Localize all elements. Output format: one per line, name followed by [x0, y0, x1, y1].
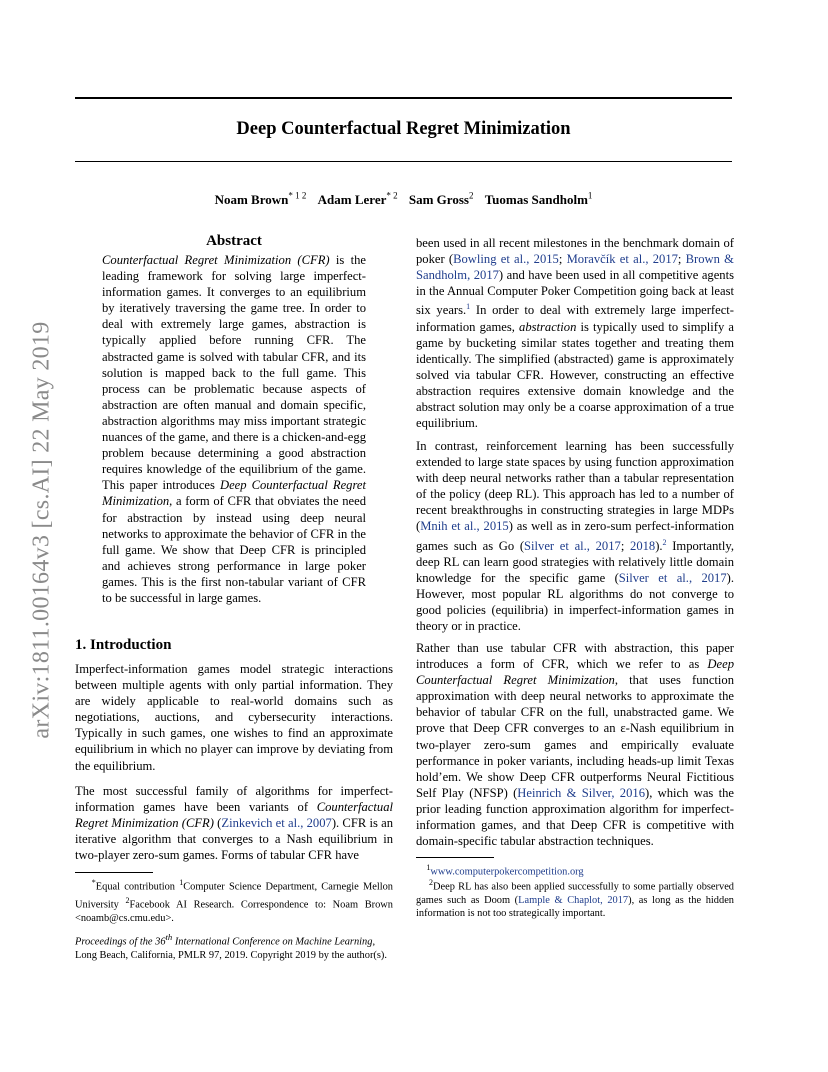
footnote-url-link[interactable]: www.computerpokercompetition.org: [430, 866, 584, 878]
proceedings-note: Proceedings of the 36th International Conference on Machine Learning, Long Beach, California, PMLR 97, 2019. Copyright 2019 by the author(s).: [75, 932, 387, 961]
citation-link[interactable]: Moravčík et al., 2017: [566, 252, 678, 267]
citation-link[interactable]: Mnih et al., 2015: [420, 519, 509, 534]
footnote-rule-right: [416, 857, 494, 858]
citation-link[interactable]: Bowling et al., 2015: [453, 252, 559, 267]
footnote-rule-left: [75, 872, 153, 873]
right-paragraph-2: In contrast, reinforcement learning has been successfully extended to large state spaces by using function approximation with deep neural networks rather than a tabular representation of the policy (deep RL). This approach has led to a number of recent breakthroughs in constructing strategies in large MDPs (Mnih et al., 2015) as well as in zero-sum perfect-information games such as Go (Silver et al., 2017; 2018).$^2$ Importantly, deep RL can learn good strategies with relatively little domain knowledge for the specific game (Silver et al., 2017). However, most popular RL algorithms do not converge to good policies (equilibria) in imperfect-information games in theory or in practice.: [416, 439, 735, 634]
author: Sam Gross$^2$: [408, 191, 474, 208]
footnote-2: $^2$Deep RL has also been applied successfully to some partially observed games such as Doom (Lample & Chaplot, 2017), as long as the hidden information is not too strategically important.: [416, 878, 735, 920]
intro-paragraph-2: The most successful family of algorithms for imperfect-information games have been variants of Counterfactual Regret Minimization (CFR) (Zinkevich et al., 2007). CFR is an iterative algorithm that converges to a Nash equilibrium in two-player zero-sum games. Forms of tabular CFR have: [75, 784, 393, 863]
title-rule-bottom: [75, 161, 732, 162]
citation-link[interactable]: Zinkevich et al., 2007: [221, 816, 332, 831]
arxiv-stamp-text: arXiv:1811.00164v3 [cs.AI] 22 May 2019: [28, 321, 55, 739]
footnote-1: $^1$www.computerpokercompetition.org: [426, 863, 584, 878]
author: Noam Brown$^{* 1 2}$: [214, 191, 307, 208]
arxiv-stamp: [22, 321, 62, 739]
footnote-ref[interactable]: 2: [662, 537, 667, 547]
author: Adam Lerer$^{* 2}$: [317, 191, 398, 208]
author-list: [75, 191, 732, 208]
right-paragraph-1: been used in all recent milestones in the benchmark domain of poker (Bowling et al., 2015; Moravčík et al., 2017; Brown & Sandholm, 2017) and have been used in all competitive agents in the Annual Computer Poker Competition going back at least six years.$^1$ In order to deal with extremely large imperfect-information games, abstraction is typically used to simplify a game by bucketing similar states together and treating them identically. The simplified (abstracted) game is approximately solved via tabular CFR. However, constructing an effective abstraction requires extensive domain knowledge and the abstract solution may only be a coarse approximation of a true equilibrium.: [416, 236, 734, 431]
title-rule-top: [75, 97, 732, 99]
footnote-ref[interactable]: 1: [466, 302, 471, 312]
citation-link[interactable]: 2018: [630, 538, 656, 553]
intro-paragraph-1: Imperfect-information games model strategic interactions between multiple agents with only partial information. They are widely applicable to real-world domains such as negotiations, auctions, and cybersecurity interactions. Typically in such games, one wishes to find an approximate equilibrium in which no player can improve by deviating from the equilibrium.: [75, 662, 393, 773]
section-heading-introduction: 1. Introduction: [75, 637, 172, 653]
abstract-body: Counterfactual Regret Minimization (CFR) is the leading framework for solving large imperfect-information games. It converges to an equilibrium by iteratively traversing the game tree. In order to deal with extremely large games, abstraction is typically applied before running CFR. The abstracted game is solved with tabular CFR, and its solution is mapped back to the full game. This process can be problematic because aspects of abstraction are often manual and domain specific, abstraction algorithms may miss important strategic nuances of the game, and there is a chicken-and-egg problem because determining a good abstraction requires knowledge of the equilibrium of the game. This paper introduces Deep Counterfactual Regret Minimization, a form of CFR that obviates the need for abstraction by instead using deep neural networks to approximate the behavior of CFR in the full game. We show that Deep CFR is principled and achieves strong performance in large poker games. This is the first non-tabular variant of CFR to be successful in large games.: [102, 253, 366, 605]
paper-title: Deep Counterfactual Regret Minimization: [236, 119, 571, 139]
author: Tuomas Sandholm$^1$: [484, 191, 593, 208]
right-paragraph-3: Rather than use tabular CFR with abstraction, this paper introduces a form of CFR, which we refer to as Deep Counterfactual Regret Minimization, that uses function approximation with deep neural networks to approximate the behavior of tabular CFR on the full, unabstracted game. We prove that Deep CFR converges to an ε-Nash equilibrium in two-player zero-sum games and empirically evaluate performance in poker variants, including heads-up limit Texas hold’em. We show Deep CFR outperforms Neural Fictitious Self Play (NFSP) (Heinrich & Silver, 2016), which was the prior leading function approximation algorithm for imperfect-information games, and that Deep CFR is competitive with domain-specific tabular abstraction techniques.: [416, 641, 735, 849]
citation-link[interactable]: Brown & Sandholm, 2017: [416, 252, 734, 283]
citation-link[interactable]: Lample & Chaplot, 2017: [518, 894, 629, 906]
citation-link[interactable]: Silver et al., 2017: [524, 538, 621, 553]
citation-link[interactable]: Silver et al., 2017: [618, 570, 727, 585]
affiliation-footnote: *Equal contribution $^1$Computer Science Department, Carnegie Mellon University $^2$Facebook AI Research. Correspondence to: Noam Brown <noamb@cs.cmu.edu>.: [75, 878, 394, 924]
citation-link[interactable]: Heinrich & Silver, 2016: [517, 785, 645, 800]
abstract-heading: Abstract: [206, 233, 262, 249]
